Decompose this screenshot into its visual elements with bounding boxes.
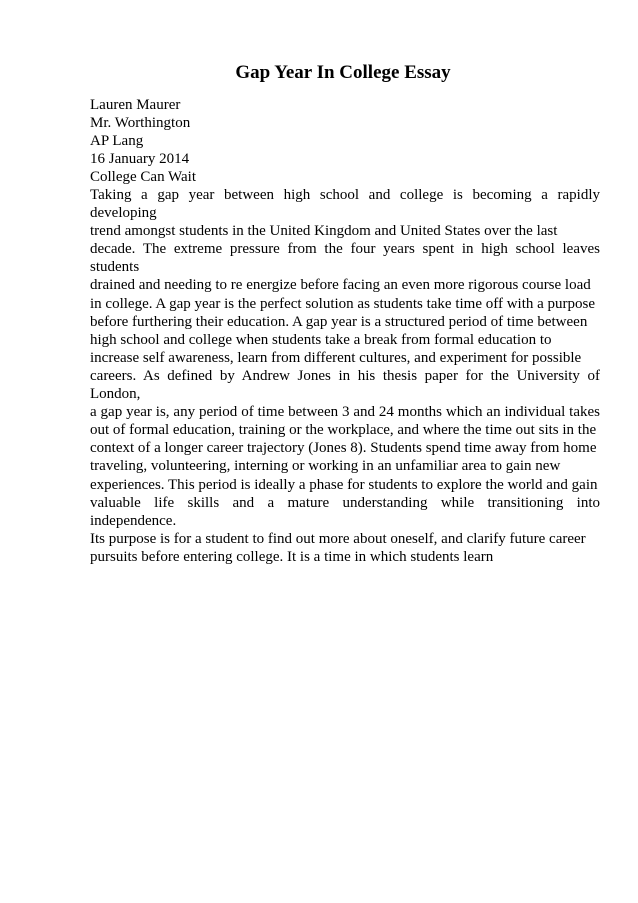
- essay-body: [90, 186, 600, 566]
- body-line: in college. A gap year is the perfect solution as students take time off with a purpose: [90, 295, 596, 312]
- body-line: experiences. This period is ideally a phase for students to explore the world and gain: [90, 476, 598, 493]
- essay-date: 16 January 2014: [90, 151, 190, 168]
- body-line: valuable life skills and a mature understanding while transitioning into independence.: [90, 494, 600, 529]
- body-line: drained and needing to re energize before facing an even more rigorous course load: [90, 277, 591, 294]
- body-line: decade. The extreme pressure from the four years spent in high school leaves students: [90, 241, 600, 276]
- body-line: traveling, volunteering, interning or working in an unfamiliar area to gain new: [90, 458, 561, 475]
- teacher-name: Mr. Worthington: [90, 115, 191, 132]
- body-line: a gap year is, any period of time between 3 and 24 months which an individual takes: [90, 404, 600, 421]
- body-line: careers. As defined by Andrew Jones in his thesis paper for the University of London,: [90, 367, 600, 403]
- body-line: Taking a gap year between high school and college is becoming a rapidly developing: [90, 187, 600, 222]
- course-name: AP Lang: [90, 133, 144, 150]
- author-name: Lauren Maurer: [90, 97, 181, 113]
- document-title: Gap Year In College Essay: [235, 62, 451, 83]
- essay-heading: [90, 96, 600, 186]
- body-line: Its purpose is for a student to find out more about oneself, and clarify future career: [90, 530, 586, 547]
- body-line: trend amongst students in the United Kingdom and United States over the last: [90, 223, 558, 240]
- body-line: out of formal education, training or the workplace, and where the time out sits in the: [90, 422, 597, 439]
- body-line: pursuits before entering college. It is a time in which students learn: [90, 548, 494, 565]
- essay-subtitle: College Can Wait: [90, 169, 196, 186]
- body-line: context of a longer career trajectory (Jones 8). Students spend time away from home: [90, 440, 597, 457]
- body-line: high school and college when students take a break from formal education to: [90, 331, 552, 348]
- body-line: increase self awareness, learn from different cultures, and experiment for possible: [90, 349, 582, 366]
- body-line: before furthering their education. A gap year is a structured period of time between: [90, 313, 588, 330]
